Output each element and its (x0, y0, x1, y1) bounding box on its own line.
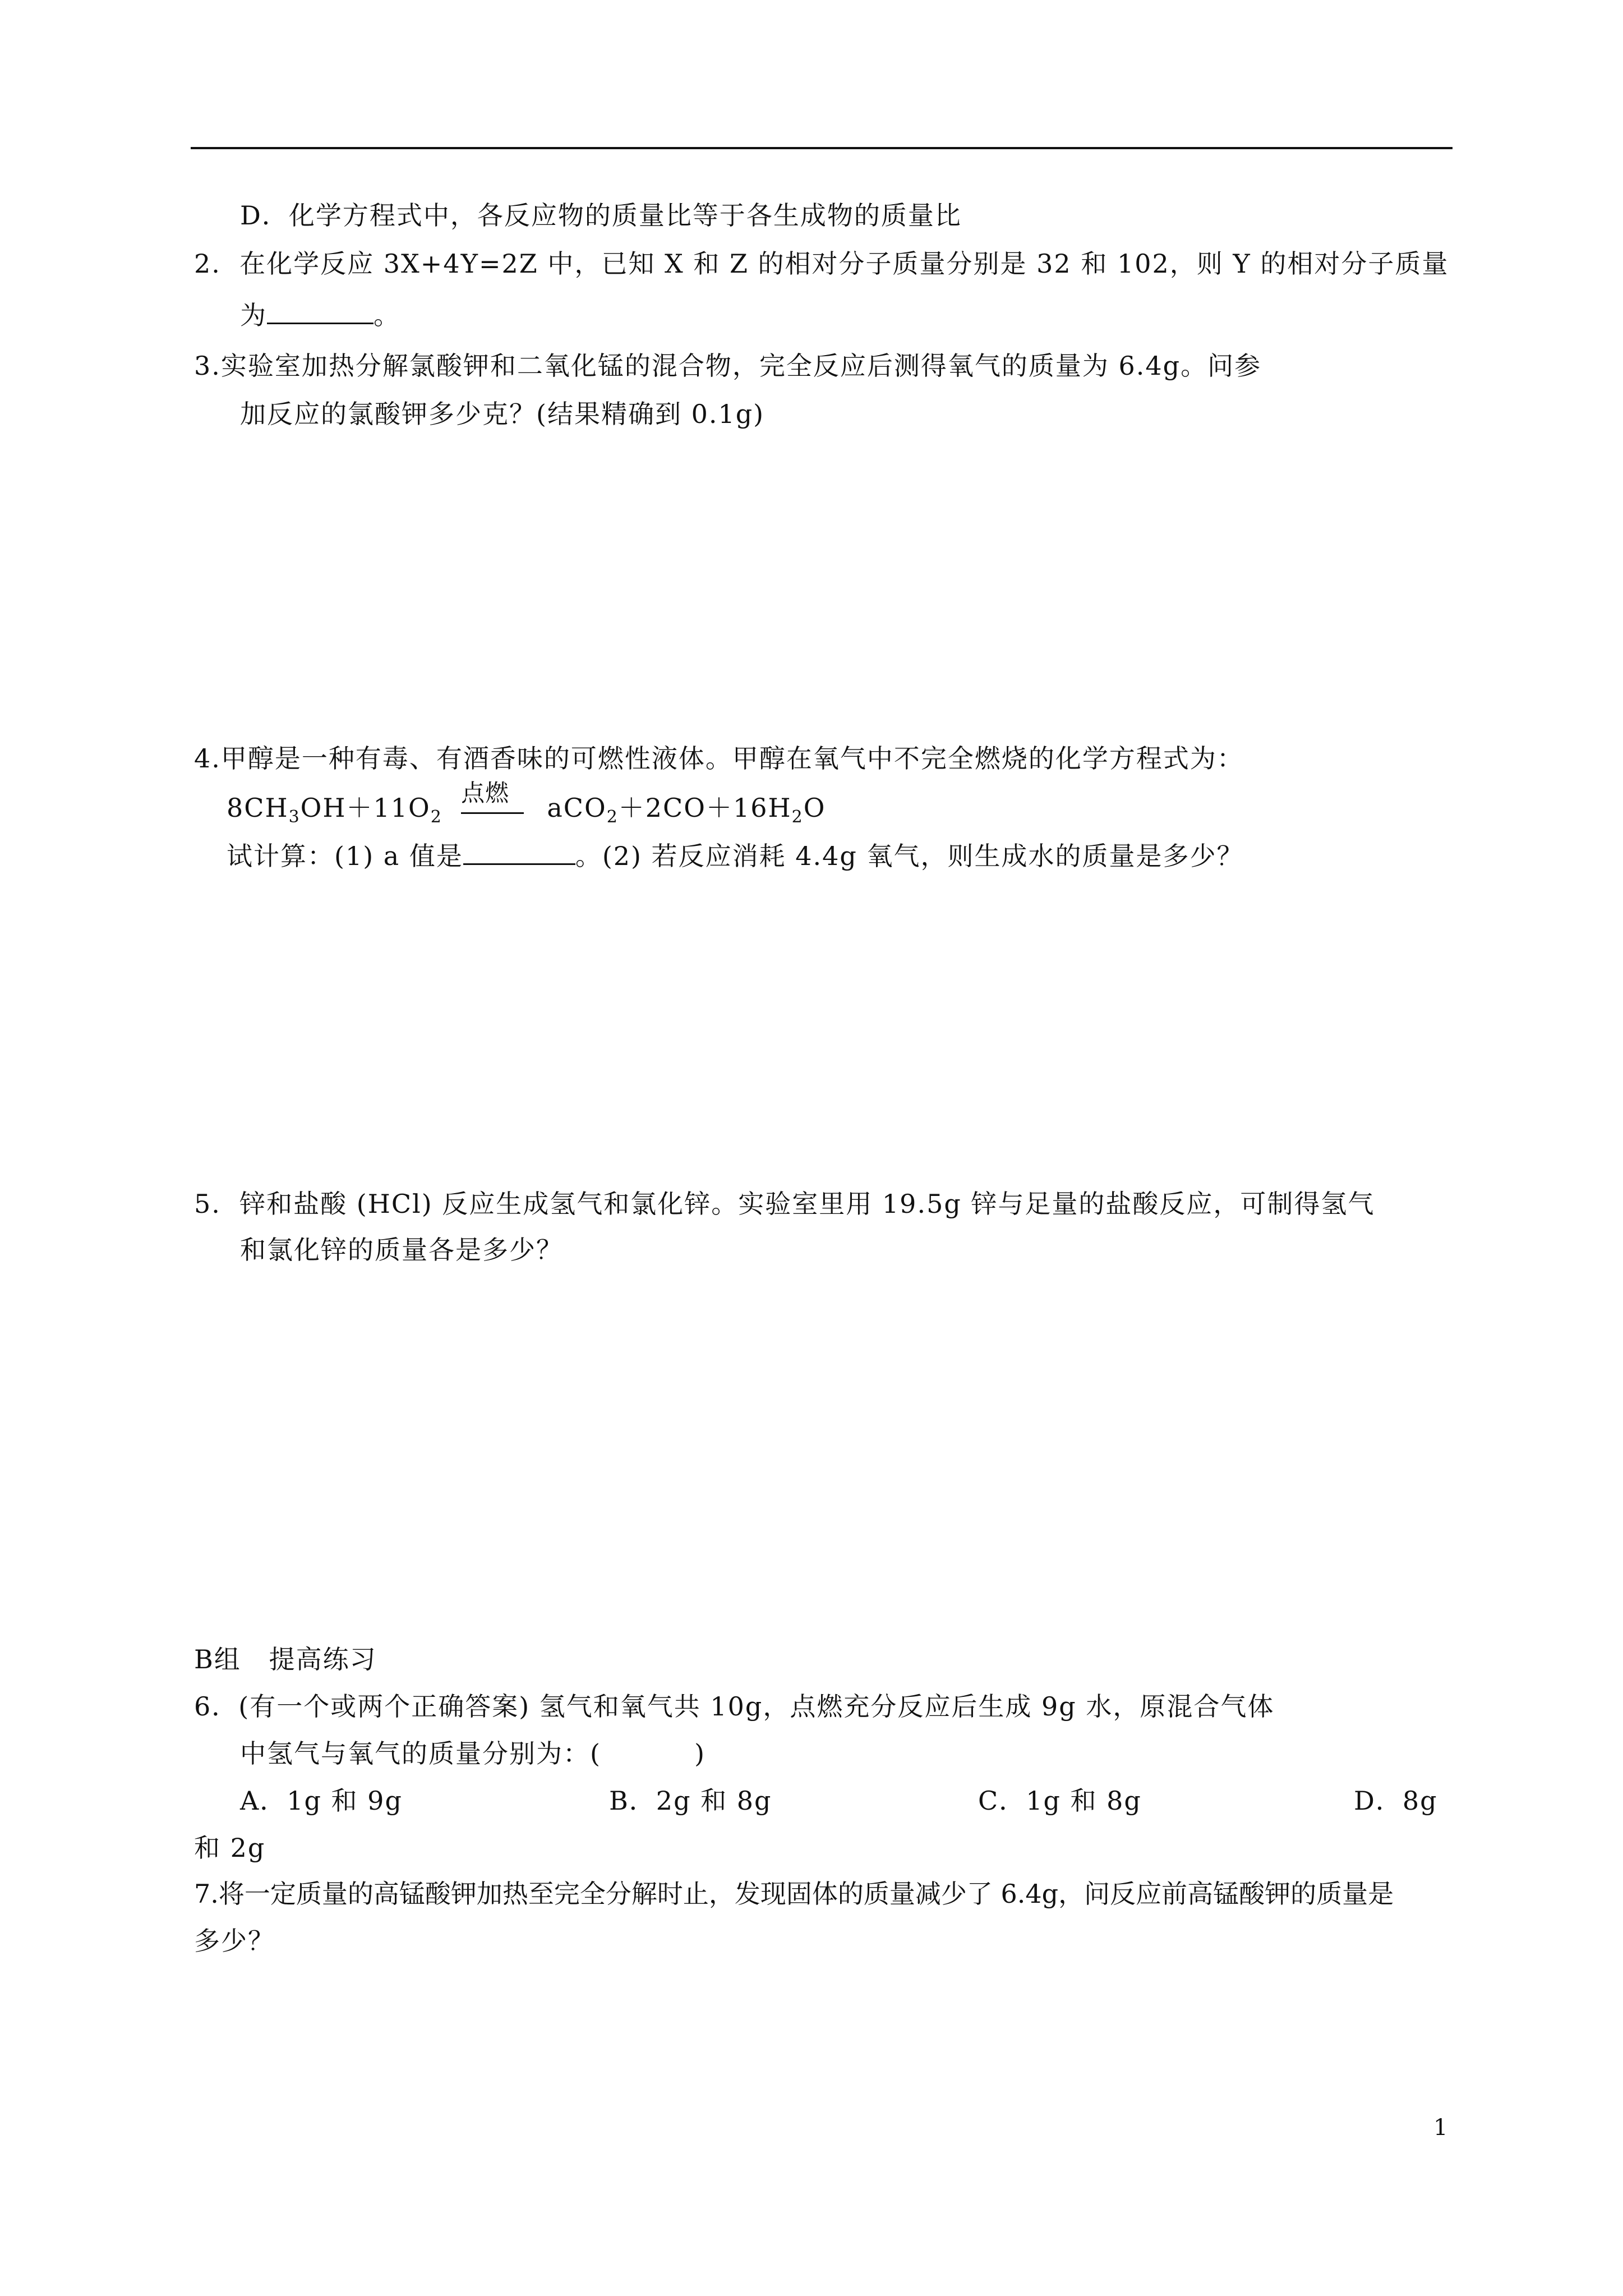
reaction-condition: 点燃 (461, 790, 528, 826)
page-number: 1 (1433, 2115, 1448, 2141)
q7-line1: 7.将一定质量的高锰酸钾加热至完全分解时止，发现固体的质量减少了 6.4g，问反应前高锰酸钾的质量是 (194, 1879, 1394, 1909)
q2-line2: 为 。 (240, 300, 400, 330)
q3-line2: 加反应的氯酸钾多少克？(结果精确到 0.1g) (240, 399, 765, 429)
q1-option-d: D．化学方程式中，各反应物的质量比等于各生成物的质量比 (240, 200, 962, 231)
reaction-arrow-bar (461, 812, 524, 814)
q4-line1: 4.甲醇是一种有毒、有酒香味的可燃性液体。甲醇在氧气中不完全燃烧的化学方程式为： (194, 743, 1244, 774)
q7-line2: 多少？ (194, 1926, 275, 1956)
q6-line2: 中氢气与氧气的质量分别为：( ) (240, 1738, 706, 1769)
q4-line3: 试计算：(1) a 值是 。(2) 若反应消耗 4.4g 氧气，则生成水的质量是多少？ (227, 841, 1244, 871)
q4-equation: $8CH_3OH+11O_2$ 点燃 $aCO_2+2CO+16H_2O$ (227, 779, 826, 827)
q5-line2: 和氯化锌的质量各是多少？ (240, 1235, 563, 1265)
q2-line1: 2. 在化学反应 3X+4Y=2Z 中，已知 X 和 Z 的相对分子质量分别是 32 和 102，则 Y 的相对分子质量 (194, 249, 1449, 279)
q6-option-c: C．1g 和 8g (978, 1786, 1142, 1816)
q6-option-d-continued: 和 2g (194, 1833, 266, 1863)
q2-answer-blank[interactable] (267, 300, 374, 324)
q3-line1: 3.实验室加热分解氯酸钾和二氧化锰的混合物，完全反应后测得氧气的质量为 6.4g。问参 (194, 351, 1262, 381)
q6-line1: 6．(有一个或两个正确答案) 氢气和氧气共 10g，点燃充分反应后生成 9g 水，原混合气体 (194, 1691, 1275, 1722)
q6-option-d: D．8g (1354, 1786, 1438, 1816)
q5-line1: 5. 锌和盐酸 (HCl) 反应生成氢气和氯化锌。实验室里用 19.5g 锌与足量的盐酸反应，可制得氢气 (194, 1189, 1375, 1219)
q4-answer-blank[interactable] (463, 841, 575, 865)
q6-option-b: B．2g 和 8g (609, 1786, 772, 1816)
header-rule (191, 147, 1453, 149)
q6-option-a: A．1g 和 9g (240, 1786, 403, 1816)
section-b-heading: B组 提高练习 (194, 1644, 377, 1674)
